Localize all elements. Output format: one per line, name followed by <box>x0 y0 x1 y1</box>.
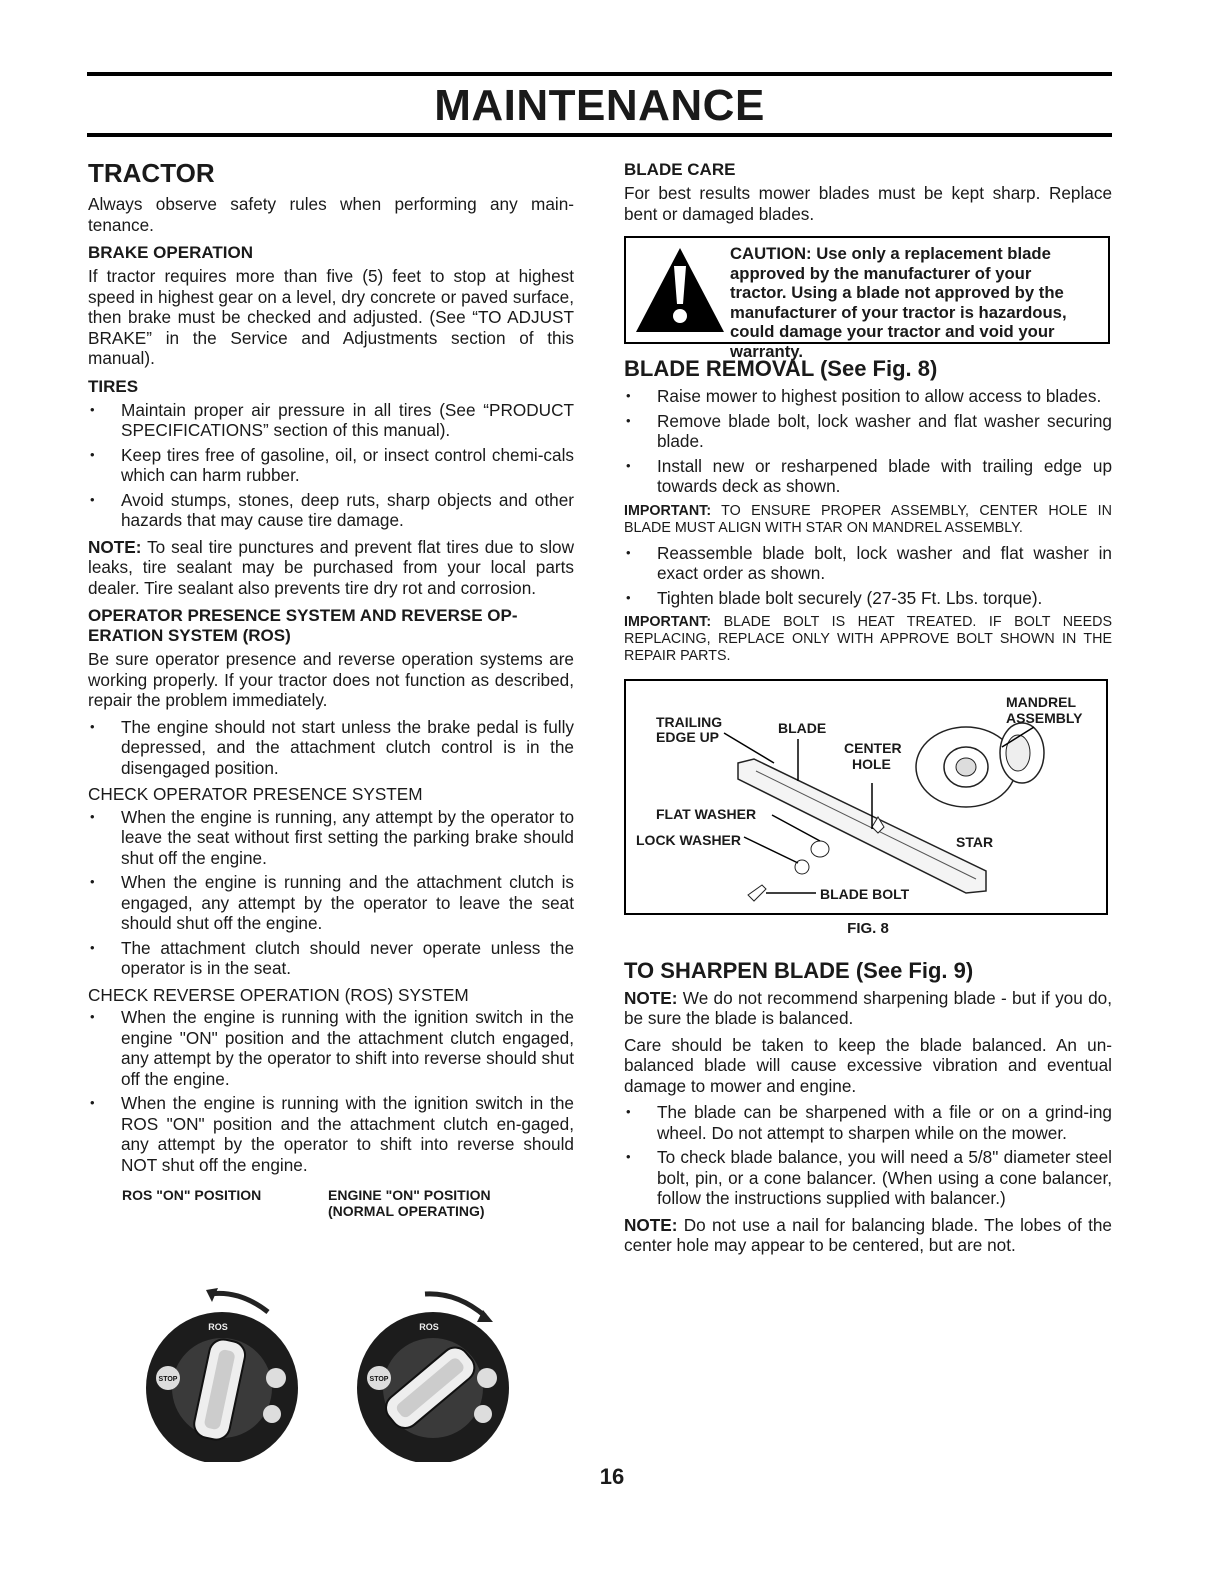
engine-on-label: ENGINE "ON" POSITION <box>328 1187 491 1203</box>
blade-care-text: For best results mower blades must be kept sharp. Replace bent or damaged blades. <box>624 183 1112 224</box>
header-bottom-rule <box>87 133 1112 137</box>
lightning-marker <box>477 1368 497 1388</box>
important-text: TO ENSURE PROPER ASSEMBLY, CENTER HOLE IN BLADE MUST ALIGN WITH STAR ON MANDREL ASSEMBLY. <box>624 502 1112 536</box>
list-item: • The attachment clutch should never operate unless the operator is in the seat. <box>88 938 574 979</box>
note-text: To seal tire punctures and prevent flat tires due to slow leaks, tire sealant may be purchased from your local parts dealer. Tire sealant also prevents tire dry rot and corrosion. <box>88 536 575 598</box>
right-column <box>624 158 1112 1262</box>
blade-bolt-label: BLADE BOLT <box>820 886 910 902</box>
list-item: • When the engine is running and the attachment clutch is engaged, any attempt by the operator to leave the seat should shut off the engine. <box>88 872 574 934</box>
important-label: IMPORTANT: <box>624 614 712 630</box>
check-ops-list <box>88 807 574 979</box>
stop-text: STOP <box>158 1376 178 1383</box>
tractor-intro: Always observe safety rules when performing any main-tenance. <box>88 194 574 235</box>
normal-operating-label: (NORMAL OPERATING) <box>328 1203 485 1219</box>
brake-text: If tractor requires more than five (5) feet to stop at highest speed in highest gear on a level, dry concrete or paved surface, then brake must be checked and adjusted. (See “TO ADJUST BRAKE” in the Service and Adjustments section of this manual). <box>88 266 574 368</box>
rotation-arrow-icon <box>210 1293 268 1312</box>
sharpen-text: Care should be taken to keep the blade balanced. An un-balanced blade will cause excessive vibration and eventual damage to mower and engine. <box>624 1034 1112 1096</box>
blade-removal-list-2 <box>624 543 1112 609</box>
note-label: NOTE: <box>624 1214 678 1235</box>
sharpen-note-1 <box>624 988 1112 1029</box>
important-note-1 <box>624 503 1112 537</box>
start-marker <box>474 1405 492 1423</box>
ros-text: ROS <box>419 1322 439 1332</box>
tractor-heading: TRACTOR <box>88 158 215 188</box>
tires-note <box>88 537 574 599</box>
note-label: NOTE: <box>88 536 142 557</box>
list-item: • Remove blade bolt, lock washer and flat washer securing blade. <box>624 411 1112 452</box>
mandrel-label-2: ASSEMBLY <box>1006 710 1083 726</box>
trailing-label-1: TRAILING <box>656 714 723 730</box>
note-label: NOTE: <box>624 987 678 1008</box>
flat-washer-label: FLAT WASHER <box>656 806 757 822</box>
tires-list <box>88 400 574 531</box>
sharpen-note-2 <box>624 1215 1112 1256</box>
blade-care-heading: BLADE CARE <box>624 160 736 179</box>
check-ros-heading: CHECK REVERSE OPERATION (ROS) SYSTEM <box>88 984 469 1005</box>
blade-removal-list <box>624 386 1112 497</box>
note-text: Do not use a nail for balancing blade. The lobes of the center hole may appear to be centered, but are not. <box>624 1214 1112 1255</box>
list-item: • When the engine is running with the ignition switch in the engine "ON" position and the attachment clutch engaged, any attempt by the operator to shift into reverse should shut off the engine. <box>88 1007 574 1089</box>
center-hole-label-2: HOLE <box>852 756 891 772</box>
list-item: • Install new or resharpened blade with trailing edge up towards deck as shown. <box>624 456 1112 497</box>
ros-on-switch-figure <box>140 1286 300 1462</box>
caution-box <box>624 236 1110 361</box>
list-item: • To check blade balance, you will need a 5/8" diameter steel bolt, pin, or a cone balancer. (When using a cone balancer, follow the instructions supplied with balancer.) <box>624 1147 1112 1209</box>
check-ros-list <box>88 1007 574 1175</box>
blade-label: BLADE <box>778 720 827 736</box>
page-number: 16 <box>599 1464 625 1489</box>
center-hole-label-1: CENTER <box>844 740 902 756</box>
flat-washer-shape <box>811 841 829 857</box>
top-rule <box>87 72 1112 76</box>
ops-text: Be sure operator presence and reverse operation systems are working properly. If your tractor does not function as described, repair the problem immediately. <box>88 649 574 710</box>
ros-on-label: ROS "ON" POSITION <box>122 1187 262 1203</box>
list-item: • Keep tires free of gasoline, oil, or insect control chemi-cals which can harm rubber. <box>88 445 574 486</box>
list-item: • Maintain proper air pressure in all tires (See “PRODUCT SPECIFICATIONS” section of this manual). <box>88 400 574 441</box>
caution-text: CAUTION: Use only a replacement blade approved by the manufacturer of your tractor. Using a blade not approved by the manufacturer of your tractor is hazardous, could damage your tractor and void your warranty. <box>730 244 1067 361</box>
figure-8-caption: FIG. 8 <box>847 920 889 937</box>
list-item: • When the engine is running, any attempt by the operator to leave the seat without first setting the parking brake should shut off the engine. <box>88 807 574 869</box>
ops-heading: OPERATOR PRESENCE SYSTEM AND REVERSE OP-ERATION SYSTEM (ROS) <box>88 606 518 645</box>
star-label: STAR <box>956 834 994 850</box>
sharpen-list <box>624 1102 1112 1209</box>
tires-heading: TIRES <box>88 376 139 396</box>
stop-text: STOP <box>369 1376 389 1383</box>
ops-list <box>88 717 574 779</box>
list-item: • When the engine is running with the ignition switch in the ROS "ON" position and the attachment clutch en-gaged, any attempt by the operator to shift into reverse should NOT shut off the engine. <box>88 1093 574 1175</box>
switch-figure-labels <box>88 1187 574 1257</box>
warning-triangle-icon <box>634 246 726 334</box>
list-item: • The blade can be sharpened with a file or on a grind-ing wheel. Do not attempt to sharpen while on the mower. <box>624 1102 1112 1143</box>
brake-heading: BRAKE OPERATION <box>88 243 253 262</box>
list-item: • Tighten blade bolt securely (27-35 Ft. Lbs. torque). <box>624 588 1112 609</box>
engine-on-switch-figure <box>353 1286 513 1462</box>
important-note-2 <box>624 614 1112 665</box>
ros-text: ROS <box>208 1322 228 1332</box>
lock-washer-label: LOCK WASHER <box>636 832 741 848</box>
figure-8 <box>624 679 1108 915</box>
blade-bolt-shape <box>748 885 766 901</box>
list-item: • Avoid stumps, stones, deep ruts, sharp objects and other hazards that may cause tire damage. <box>88 490 574 531</box>
list-item: • The engine should not start unless the brake pedal is fully depressed, and the attachment clutch control is in the disengaged position. <box>88 717 574 779</box>
sharpen-heading: TO SHARPEN BLADE (See Fig. 9) <box>624 957 974 983</box>
mandrel-label-1: MANDREL <box>1006 694 1076 710</box>
check-ops-heading: CHECK OPERATOR PRESENCE SYSTEM <box>88 784 423 804</box>
trailing-label-2: EDGE UP <box>656 729 720 745</box>
left-column <box>88 158 574 1257</box>
page-title: MAINTENANCE <box>434 81 765 130</box>
lightning-marker <box>266 1368 286 1388</box>
note-text: We do not recommend sharpening blade - but if you do, be sure the blade is balanced. <box>624 987 1112 1028</box>
important-text: BLADE BOLT IS HEAT TREATED. IF BOLT NEEDS REPLACING, REPLACE ONLY WITH APPROVE BOLT SHOWN IN THE REPAIR PARTS. <box>624 614 1112 664</box>
list-item: • Reassemble blade bolt, lock washer and flat washer in exact order as shown. <box>624 543 1112 584</box>
important-label: IMPORTANT: <box>624 502 712 519</box>
list-item: • Raise mower to highest position to allow access to blades. <box>624 386 1112 407</box>
blade-removal-heading: BLADE REMOVAL (See Fig. 8) <box>624 356 938 381</box>
start-marker <box>263 1405 281 1423</box>
